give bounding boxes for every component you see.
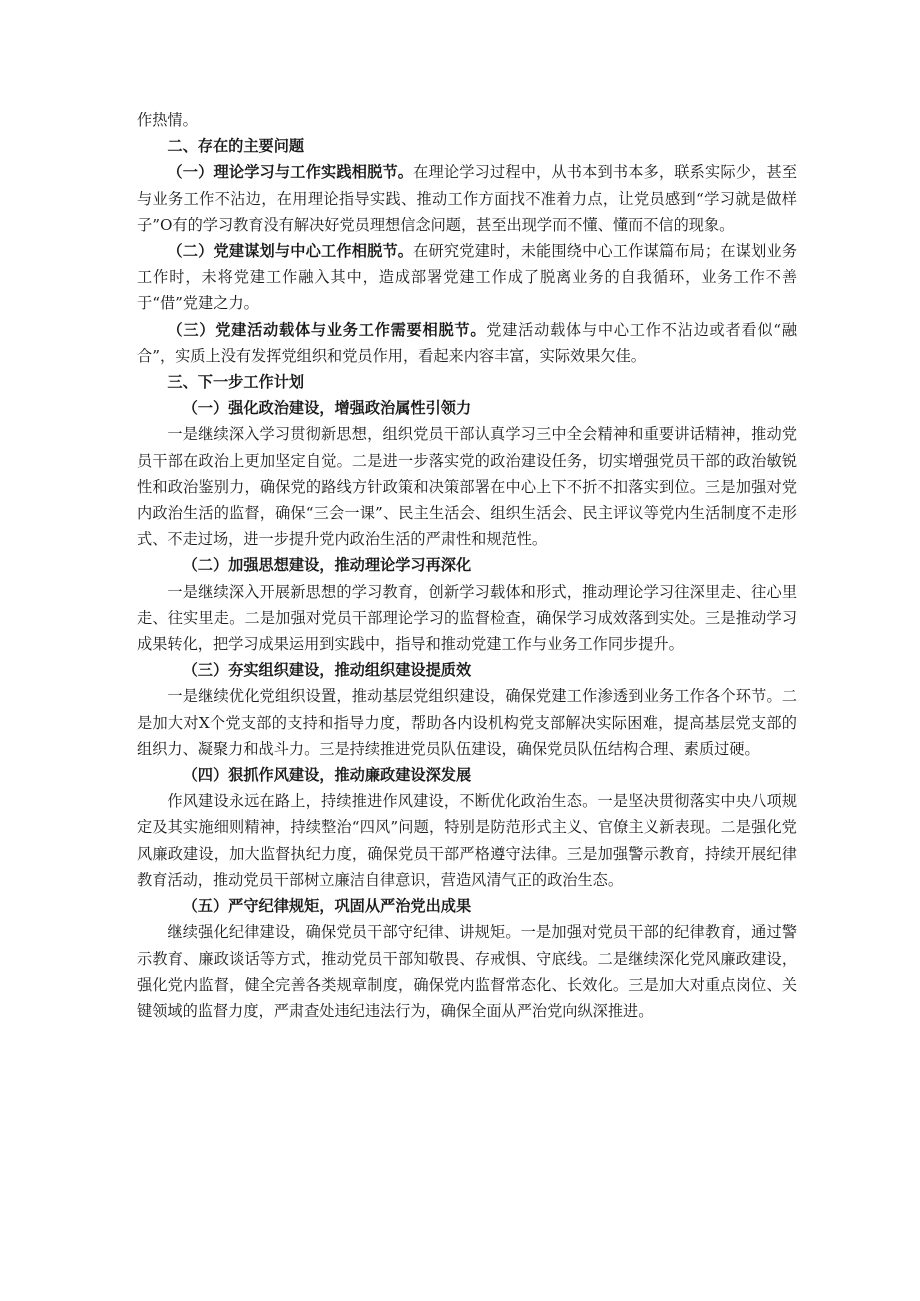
plan-body-1: 一是继续深入学习贯彻新思想，组织党员干部认真学习三中全会精神和重要讲话精神，推动党员干部在政治上更加坚定自觉。二是进一步落实党的政治建设任务，切实增强党员干部的政治敏锐性和政治鉴别力，确保党的路线方针政策和决策部署在中心上下不折不扣落实到位。三是加强对党内政治生活的监督，确保“三会一课”、民主生活会、组织生活会、民主评议等党内生活制度不走形式、不走过场，进一步提升党内政治生活的严肃性和规范性。 xyxy=(137,425,797,549)
problem-body-1: 在理论学习过程中，从书本到书本多，联系实际少，甚至与业务工作不沾边，在用理论指导实践、推动工作方面找不准着力点，让党员感到“学习就是做样子”O有的学习教育没有解决好党员理想信念问题，甚至出现学而不懂、懂而不信的现象。 xyxy=(137,163,798,234)
problem-body-2: 在研究党建时，未能围绕中心工作谋篇布局；在谋划业务工作时，未将党建工作融入其中，造成部署党建工作成了脱离业务的自我循环，业务工作不善于“借”党建之力。 xyxy=(137,242,798,313)
plan-body-5: 继续强化纪律建设，确保党员干部守纪律、讲规矩。一是加强对党员干部的纪律教育，通过警示教育、廉政谈话等方式，推动党员干部知敬畏、存戒惧、守底线。二是继续深化党风廉政建设，强化党内监督，健全完善各类规章制度，确保党内监督常态化、长效化。三是加大对重点岗位、关键领域的监督力度，严肃查处违纪违法行为，确保全面从严治党向纵深推进。 xyxy=(137,923,797,1020)
problem-body-3: 党建活动载体与中心工作不沾边或者看似“融合”，实质上没有发挥党组织和党员作用，看起来内容丰富，实际效果欠佳。 xyxy=(137,320,798,365)
problem-paragraph-2 xyxy=(137,238,797,317)
problem-lead-1: （一）理论学习与工作实践相脱节。 xyxy=(167,163,414,182)
plan-subheading-5: （五）严守纪律规矩，巩固从严治党出成果 xyxy=(182,897,472,916)
plan-subheading-1: （一）强化政治建设，增强政治属性引领力 xyxy=(182,399,472,418)
paragraph-continuation: 作热情。 xyxy=(137,111,198,129)
section-heading-problems: 二、存在的主要问题 xyxy=(167,137,305,156)
plan-subheading-2: （二）加强思想建设，推动理论学习再深化 xyxy=(182,556,472,575)
problem-paragraph-1 xyxy=(137,159,797,238)
document-page xyxy=(137,107,797,1024)
plan-subheading-3: （三）夯实组织建设，推动组织建设提质效 xyxy=(182,661,472,680)
plan-subheading-4: （四）狠抓作风建设，推动廉政建设深发展 xyxy=(182,766,472,785)
problem-lead-3: （三）党建活动载体与业务工作需要相脱节。 xyxy=(167,320,487,339)
plan-body-2: 一是继续深入开展新思想的学习教育，创新学习载体和形式，推动理论学习往深里走、往心里走、往实里走。二是加强对党员干部理论学习的监督检查，确保学习成效落到实处。三是推动学习成果转化，把学习成果运用到实践中，指导和推动党建工作与业务工作同步提升。 xyxy=(137,582,797,654)
plan-body-3: 一是继续优化党组织设置，推动基层党组织建设，确保党建工作渗透到业务工作各个环节。二是加大对X个党支部的支持和指导力度，帮助各内设机构党支部解决实际困难，提高基层党支部的组织力、凝聚力和战斗力。三是持续推进党员队伍建设，确保党员队伍结构合理、素质过硬。 xyxy=(137,687,797,758)
plan-body-4: 作风建设永远在路上，持续推进作风建设，不断优化政治生态。一是坚决贯彻落实中央八项规定及其实施细则精神，持续整治“四风”问题，特别是防范形式主义、官僚主义新表现。二是强化党风廉政建设，加大监督执纪力度，确保党员干部严格遵守法律。三是加强警示教育，持续开展纪律教育活动，推动党员干部树立廉洁自律意识，营造风清气正的政治生态。 xyxy=(137,792,797,889)
problem-lead-2: （二）党建谋划与中心工作相脱节。 xyxy=(167,242,414,261)
problem-paragraph-3 xyxy=(137,317,797,369)
section-heading-plan: 三、下一步工作计划 xyxy=(167,373,305,392)
